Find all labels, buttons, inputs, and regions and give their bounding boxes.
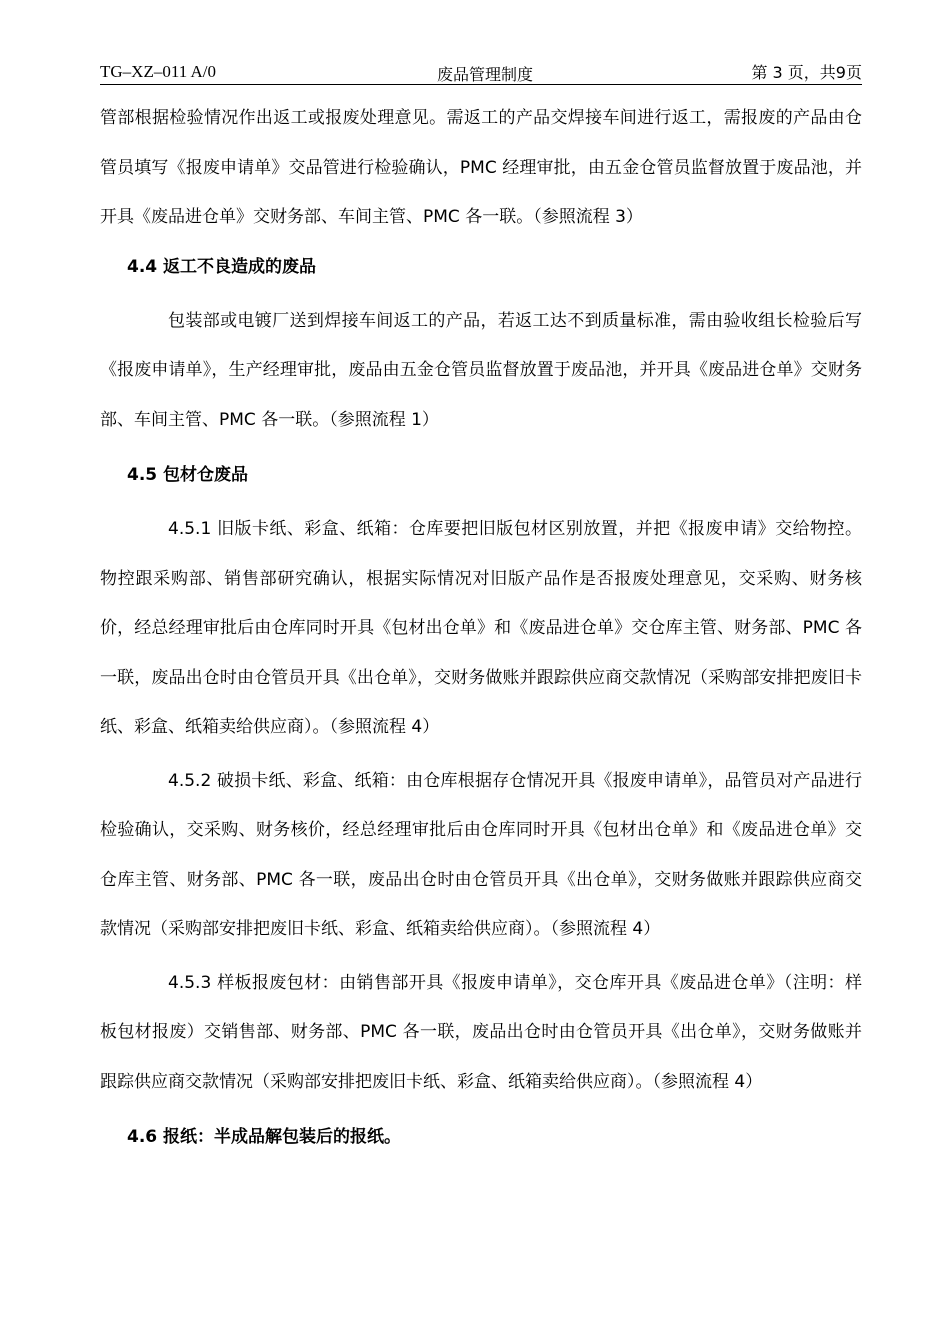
page-header xyxy=(100,58,862,88)
document-body xyxy=(100,94,862,1167)
document-title: 废品管理制度 xyxy=(437,65,534,84)
paragraph-4-5-2: 4.5.2 破损卡纸、彩盒、纸箱：由仓库根据存仓情况开具《报废申请单》，品管员对产品进行检验确认，交采购、财务核价，经总经理审批后由仓库同时开具《包材出仓单》和《废品进仓单》交仓库主管、财务部、PMC 各一联，废品出仓时由仓管员开具《出仓单》，交财务做账并跟踪供应商交款情况（采购部安排把废旧卡纸、彩盒、纸箱卖给供应商）。（参照流程 4） xyxy=(100,770,862,939)
page-number: 第 3 页，共9页 xyxy=(751,63,862,82)
heading-4-6: 4.6 报纸：半成品解包装后的报纸。 xyxy=(127,1127,402,1147)
paragraph-4-5-3: 4.5.3 样板报废包材：由销售部开具《报废申请单》，交仓库开具《废品进仓单》（注明：样板包材报废）交销售部、财务部、PMC 各一联，废品出仓时由仓管员开具《出仓单》，交财务做账并跟踪供应商交款情况（采购部安排把废旧卡纸、彩盒、纸箱卖给供应商）。（参照流程 4） xyxy=(100,972,862,1092)
header-rule xyxy=(100,84,862,85)
paragraph-4-5-1: 4.5.1 旧版卡纸、彩盒、纸箱：仓库要把旧版包材区别放置，并把《报废申请》交给物控。物控跟采购部、销售部研究确认，根据实际情况对旧版产品作是否报废处理意见，交采购、财务核价，经总经理审批后由仓库同时开具《包材出仓单》和《废品进仓单》交仓库主管、财务部、PMC 各一联，废品出仓时由仓管员开具《出仓单》，交财务做账并跟踪供应商交款情况（采购部安排把废旧卡纸、彩盒、纸箱卖给供应商）。（参照流程 4） xyxy=(100,519,862,737)
heading-4-4: 4.4 返工不良造成的废品 xyxy=(127,256,317,277)
heading-4-5: 4.5 包材仓废品 xyxy=(127,465,249,485)
paragraph-continuation: 管部根据检验情况作出返工或报废处理意见。需返工的产品交焊接车间进行返工，需报废的产品由仓管员填写《报废申请单》交品管进行检验确认，PMC 经理审批，由五金仓管员监督放置于废品池，并开具《废品进仓单》交财务部、车间主管、PMC 各一联。（参照流程 3） xyxy=(100,108,862,227)
paragraph-4-4: 包装部或电镀厂送到焊接车间返工的产品，若返工达不到质量标准，需由验收组长检验后写《报废申请单》，生产经理审批，废品由五金仓管员监督放置于废品池，并开具《废品进仓单》交财务部、车间主管、PMC 各一联。（参照流程 1） xyxy=(100,310,862,430)
document-code: TG–XZ–011 A/0 xyxy=(100,62,217,81)
